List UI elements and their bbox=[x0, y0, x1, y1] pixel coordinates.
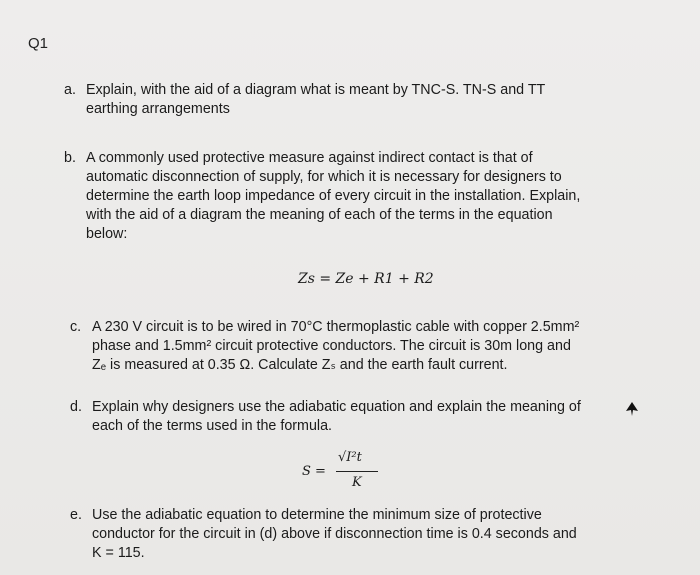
equation-text: Zs = Ze + R1 + R2 bbox=[298, 271, 434, 287]
equation-lhs: S = bbox=[302, 464, 326, 479]
part-b-line-2: automatic disconnection of supply, for which it is necessary for designers to bbox=[86, 169, 562, 185]
part-letter: a. bbox=[64, 82, 76, 98]
part-b-line-5: below: bbox=[86, 226, 128, 242]
part-d-line-1: Explain why designers use the adiabatic equation and explain the meaning of bbox=[92, 399, 581, 415]
part-c-line-3: Zₑ is measured at 0.35 Ω. Calculate Zₛ and the earth fault current. bbox=[92, 357, 508, 373]
question-part-c bbox=[70, 318, 579, 375]
part-letter: c. bbox=[70, 319, 82, 335]
question-number: Q1 bbox=[28, 35, 49, 52]
fraction-bar bbox=[336, 471, 378, 472]
part-c-line-1: A 230 V circuit is to be wired in 70°C thermoplastic cable with copper 2.5mm² bbox=[92, 319, 580, 335]
part-e-line-3: K = 115. bbox=[92, 545, 145, 561]
part-letter: b. bbox=[64, 150, 76, 166]
part-d-line-2: each of the terms used in the formula. bbox=[92, 418, 332, 434]
question-part-d bbox=[70, 398, 581, 436]
equation-numerator: √I²t bbox=[338, 450, 362, 465]
part-a-line-1: Explain, with the aid of a diagram what is meant by TNC-S. TN-S and TT bbox=[86, 82, 546, 98]
part-b-line-3: determine the earth loop impedance of every circuit in the installation. Explain, bbox=[86, 188, 581, 204]
part-b-line-4: with the aid of a diagram the meaning of each of the terms in the equation bbox=[86, 207, 553, 223]
part-a-line-2: earthing arrangements bbox=[86, 101, 230, 117]
part-letter: e. bbox=[70, 507, 82, 523]
part-c-line-2: phase and 1.5mm² circuit protective conductors. The circuit is 30m long and bbox=[92, 338, 571, 354]
equation-denominator: K bbox=[352, 475, 362, 490]
question-part-a bbox=[64, 81, 545, 119]
question-part-b bbox=[64, 149, 580, 244]
question-part-e bbox=[70, 506, 577, 563]
part-e-line-1: Use the adiabatic equation to determine the minimum size of protective bbox=[92, 507, 542, 523]
mouse-cursor-icon bbox=[626, 402, 638, 416]
earth-loop-impedance-equation bbox=[298, 271, 434, 287]
part-letter: d. bbox=[70, 399, 82, 415]
adiabatic-equation bbox=[302, 449, 382, 495]
part-e-line-2: conductor for the circuit in (d) above if disconnection time is 0.4 seconds and bbox=[92, 526, 577, 542]
part-b-line-1: A commonly used protective measure against indirect contact is that of bbox=[86, 150, 533, 166]
